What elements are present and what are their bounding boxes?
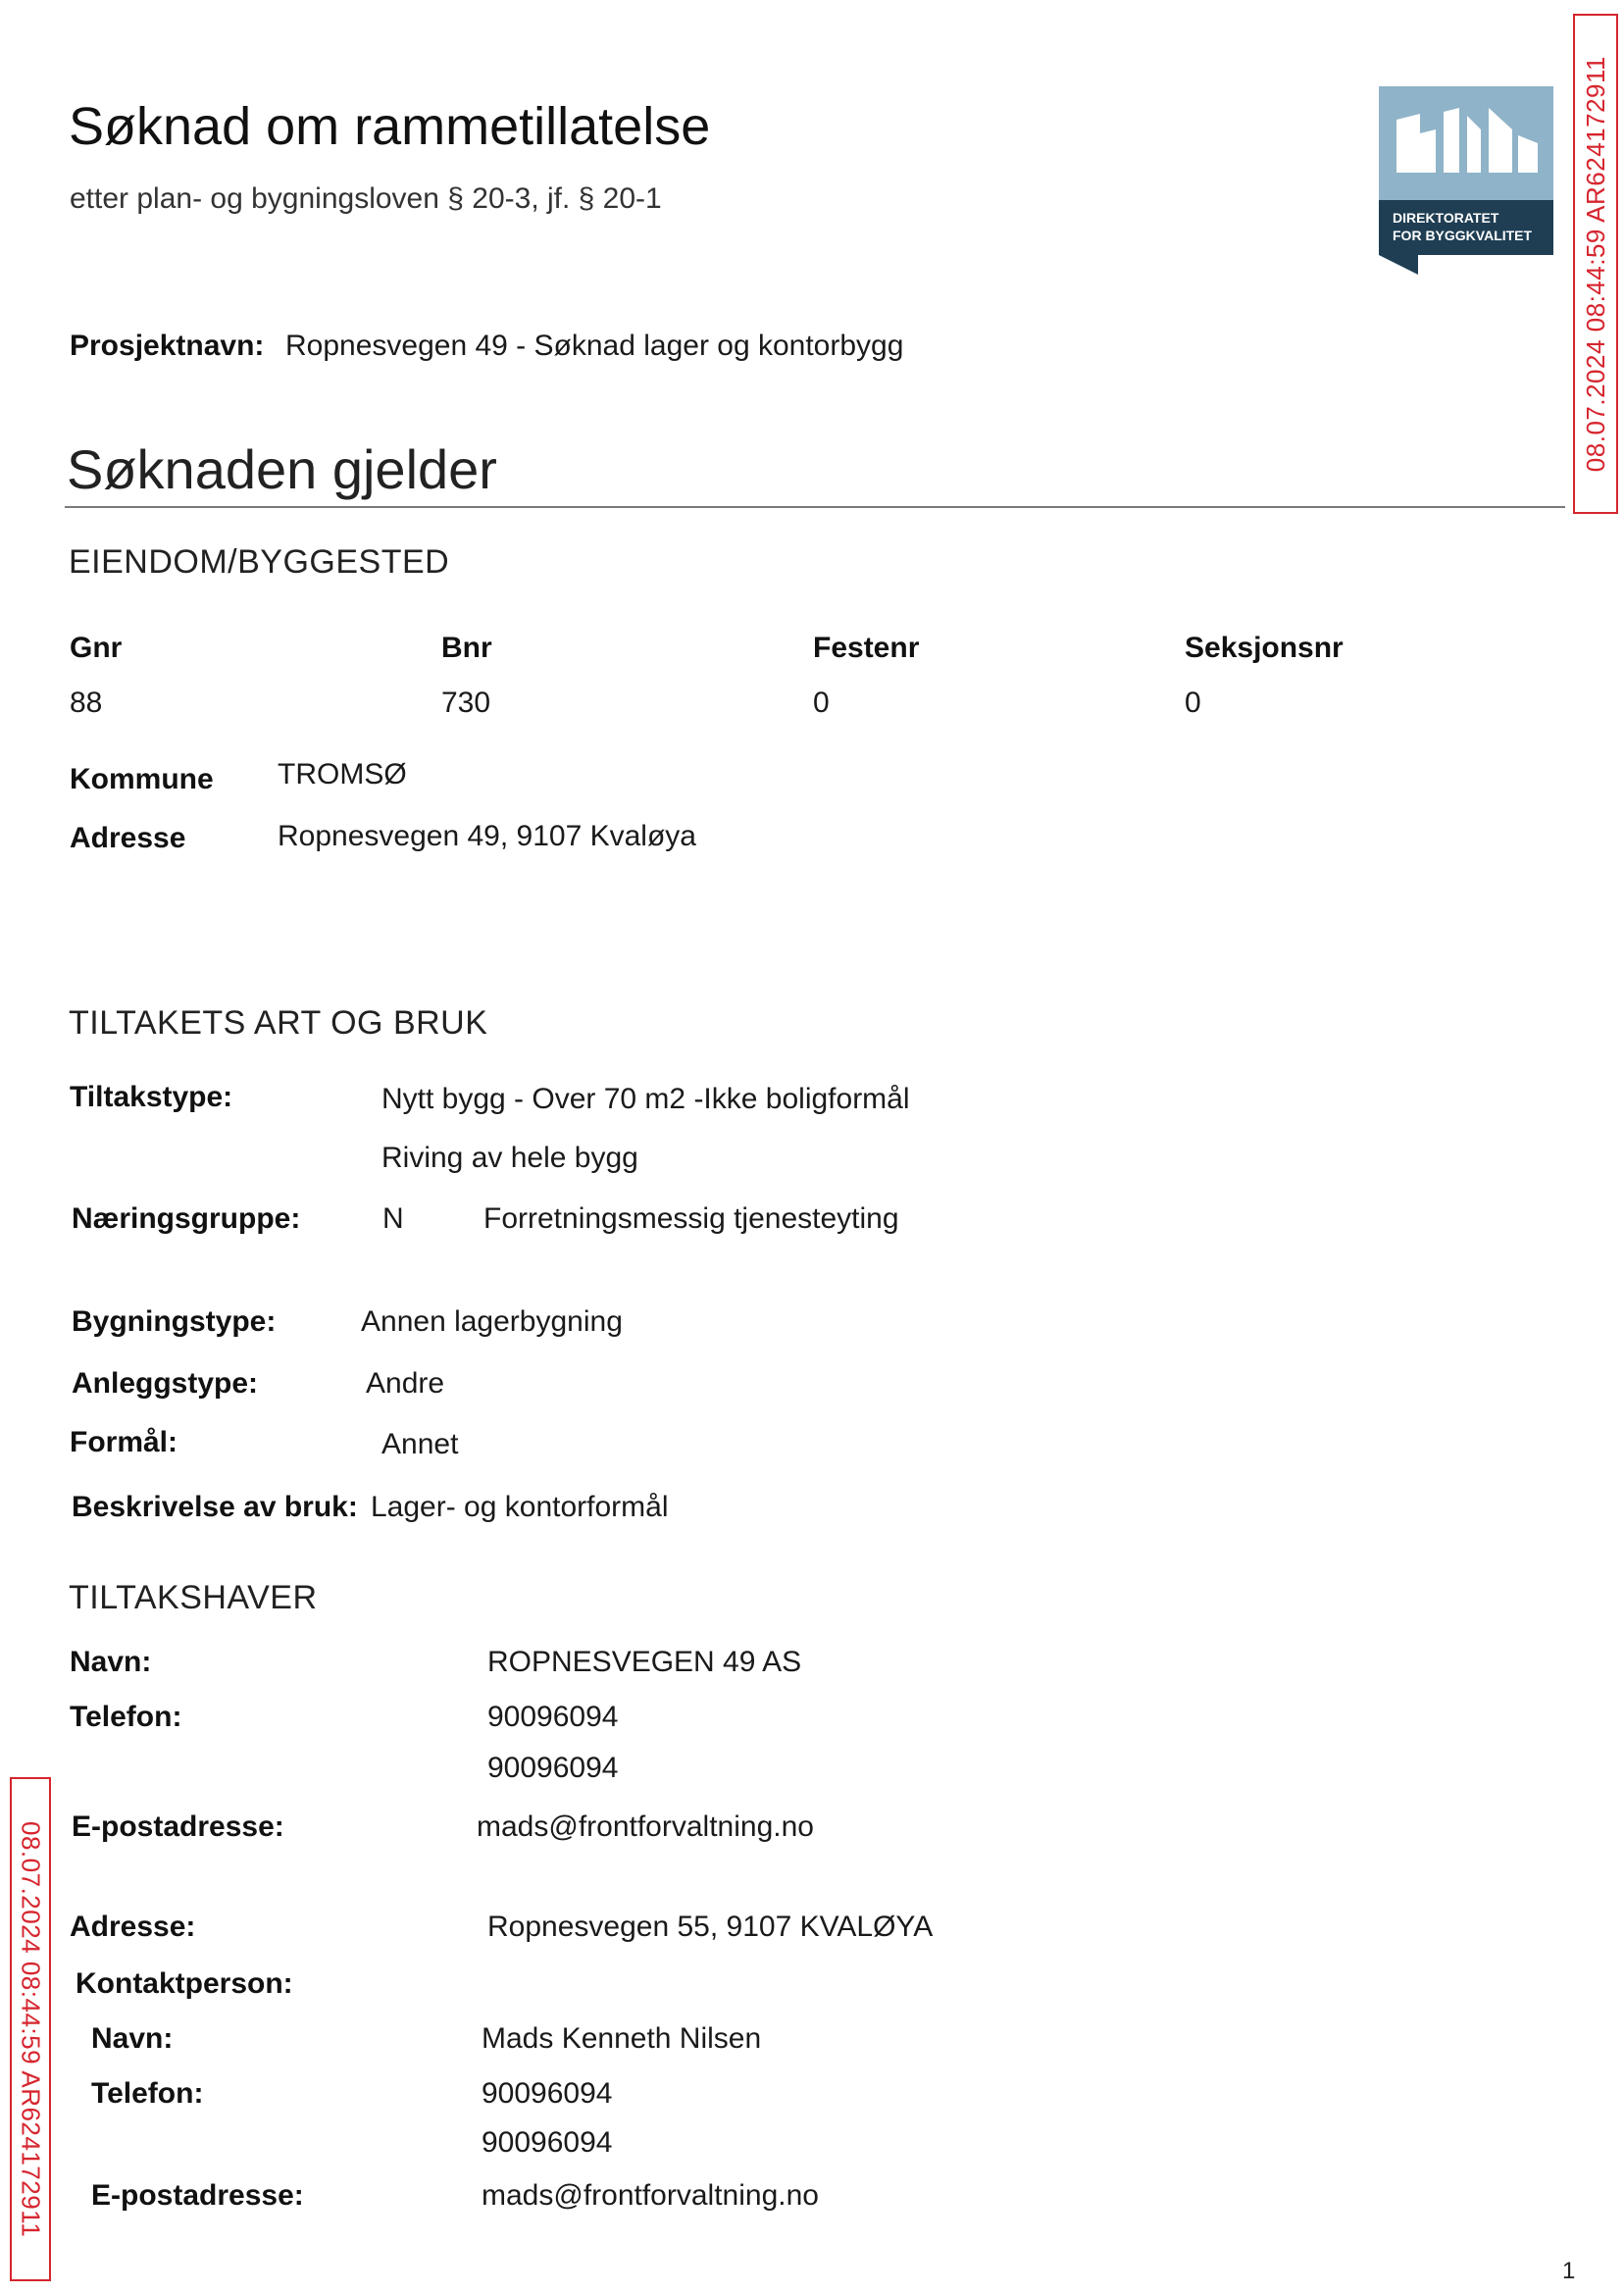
archive-stamp-bottom-text: 08.07.2024 08:44:59 AR624172911 [16,1820,46,2238]
formal-value: Annet [381,1428,459,1460]
project-name-value: Ropnesvegen 49 - Søknad lager og kontorbygg [285,330,904,362]
adresse-value: Ropnesvegen 49, 9107 Kvaløya [278,820,696,852]
tiltakshaver-navn-label: Navn: [70,1646,152,1678]
tiltakshaver-telefon-value-2: 90096094 [487,1752,619,1784]
document-title: Søknad om rammetillatelse [69,97,711,156]
project-name-label: Prosjektnavn: [70,330,265,362]
beskrivelse-label: Beskrivelse av bruk: [72,1491,358,1523]
kontakt-navn-label: Navn: [91,2022,174,2055]
archive-stamp-bottom [10,1777,51,2281]
tiltakshaver-adresse-label: Adresse: [70,1911,196,1943]
tiltakshaver-heading: TILTAKSHAVER [69,1579,318,1616]
tiltakstype-label: Tiltakstype: [70,1081,233,1113]
section-divider [65,506,1565,508]
beskrivelse-value: Lager- og kontorformål [371,1491,669,1523]
tiltakshaver-epost-label: E-postadresse: [72,1810,284,1843]
archive-stamp-top [1573,14,1618,514]
kontakt-epost-value: mads@frontforvaltning.no [482,2179,819,2212]
bnr-value: 730 [441,687,491,719]
gnr-value: 88 [70,687,103,719]
formal-label: Formål: [70,1426,178,1458]
tiltakshaver-adresse-value: Ropnesvegen 55, 9107 KVALØYA [487,1911,934,1943]
tiltakshaver-telefon-value-1: 90096094 [487,1701,619,1733]
kommune-label: Kommune [70,763,214,795]
kontakt-epost-label: E-postadresse: [91,2179,304,2212]
tiltakstype-value-1: Nytt bygg - Over 70 m2 -Ikke boligformål [381,1083,910,1115]
tiltakshaver-telefon-label: Telefon: [70,1701,182,1733]
seksjonsnr-header: Seksjonsnr [1185,632,1344,664]
anleggstype-label: Anleggstype: [72,1367,259,1400]
kontakt-telefon-value-1: 90096094 [482,2077,613,2110]
seksjonsnr-value: 0 [1185,687,1201,719]
page-number: 1 [1562,2258,1576,2284]
tiltakstype-value-2: Riving av hele bygg [381,1142,638,1174]
document-subtitle: etter plan- og bygningsloven § 20-3, jf. § 20-1 [70,182,662,215]
tiltak-heading: TILTAKETS ART OG BRUK [69,1004,488,1042]
adresse-label: Adresse [70,822,186,854]
festenr-header: Festenr [813,632,920,664]
logo-line-1: DIREKTORATET [1393,210,1499,226]
gnr-header: Gnr [70,632,123,664]
bnr-header: Bnr [441,632,492,664]
dibk-logo [1379,86,1553,275]
property-heading: EIENDOM/BYGGESTED [69,543,450,581]
anleggstype-value: Andre [366,1367,445,1400]
archive-stamp-top-text: 08.07.2024 08:44:59 AR624172911 [1580,55,1610,473]
kontaktperson-label: Kontaktperson: [76,1967,293,2000]
bygningstype-value: Annen lagerbygning [361,1305,623,1338]
kontakt-telefon-value-2: 90096094 [482,2126,613,2159]
naeringsgruppe-label: Næringsgruppe: [72,1202,301,1235]
naeringsgruppe-code: N [382,1202,404,1235]
kontakt-telefon-label: Telefon: [91,2077,204,2110]
dibk-logo-graphic [1379,86,1553,275]
bygningstype-label: Bygningstype: [72,1305,277,1338]
kontakt-navn-value: Mads Kenneth Nilsen [482,2022,762,2055]
logo-line-2: FOR BYGGKVALITET [1393,228,1533,243]
section-title: Søknaden gjelder [67,438,497,500]
tiltakshaver-epost-value: mads@frontforvaltning.no [477,1810,814,1843]
kommune-value: TROMSØ [278,758,407,790]
naeringsgruppe-value: Forretningsmessig tjenesteyting [483,1202,899,1235]
festenr-value: 0 [813,687,830,719]
tiltakshaver-navn-value: ROPNESVEGEN 49 AS [487,1646,802,1678]
